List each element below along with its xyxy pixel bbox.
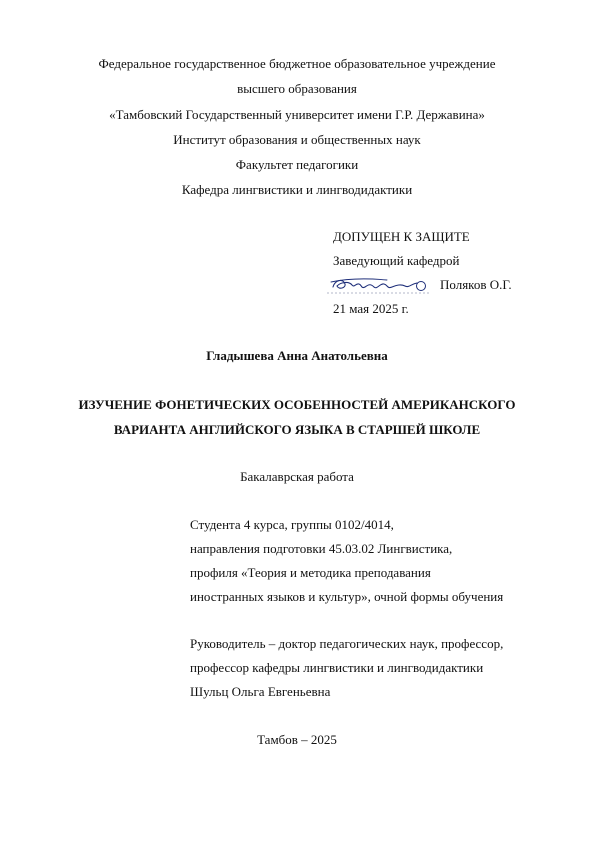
university-name: «Тамбовский Государственный университет имени Г.Р. Державина»	[109, 107, 485, 122]
city-year: Тамбов – 2025	[257, 732, 337, 747]
institution-line-2: высшего образования	[237, 81, 357, 96]
thesis-title-line-2: ВАРИАНТА АНГЛИЙСКОГО ЯЗЫКА В СТАРШЕЙ ШКОЛЕ	[113, 422, 481, 437]
supervisor-name: Шульц Ольга Евгеньевна	[190, 684, 331, 699]
student-info-line-4: иностранных языков и культур», очной формы обучения	[190, 589, 504, 604]
student-info-line-2: направления подготовки 45.03.02 Лингвистика,	[190, 541, 453, 556]
signature-image	[325, 272, 430, 298]
approval-date: 21 мая 2025 г.	[333, 301, 409, 316]
student-info-line-3: профиля «Теория и методика преподавания	[190, 565, 431, 580]
institution-line-1: Федеральное государственное бюджетное образовательное учреждение	[98, 56, 496, 71]
supervisor-line-2: профессор кафедры лингвистики и лингводидактики	[190, 660, 484, 675]
head-of-department-title: Заведующий кафедрой	[333, 253, 460, 268]
faculty-name: Факультет педагогики	[235, 157, 359, 172]
admitted-to-defense: ДОПУЩЕН К ЗАЩИТЕ	[333, 229, 470, 244]
thesis-title-line-1: ИЗУЧЕНИЕ ФОНЕТИЧЕСКИХ ОСОБЕННОСТЕЙ АМЕРИКАНСКОГО	[78, 397, 516, 412]
student-info-line-1: Студента 4 курса, группы 0102/4014,	[190, 517, 394, 532]
supervisor-line-1: Руководитель – доктор педагогических наук, профессор,	[190, 636, 504, 651]
department-name: Кафедра лингвистики и лингводидактики	[181, 182, 413, 197]
institute-name: Институт образования и общественных наук	[173, 132, 421, 147]
head-of-department-name: Поляков О.Г.	[440, 277, 512, 292]
work-type: Бакалаврская работа	[240, 469, 354, 484]
author-name: Гладышева Анна Анатольевна	[206, 348, 388, 363]
